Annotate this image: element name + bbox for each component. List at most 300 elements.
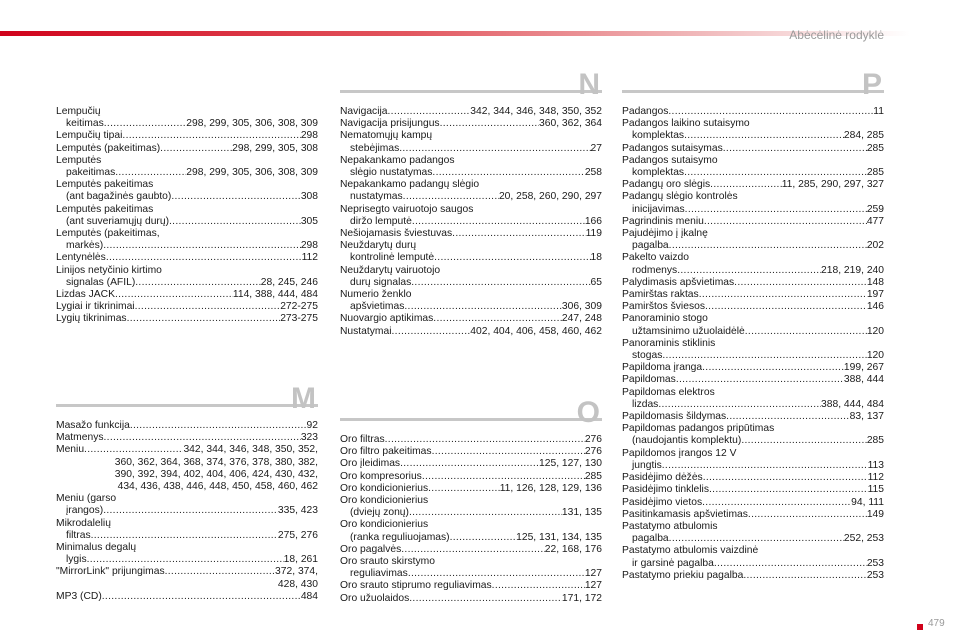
index-line	[56, 420, 318, 432]
page-refs: 92	[306, 420, 318, 431]
dot-leader	[662, 350, 866, 362]
page-refs: 120	[866, 350, 884, 362]
index-line	[56, 518, 318, 530]
page-refs: 360, 362, 364	[539, 118, 602, 130]
entry-term: Oro filtras	[340, 434, 385, 445]
entry-term: Papildomasis šildymas	[622, 411, 727, 423]
index-entry	[622, 521, 884, 545]
index-line	[340, 265, 602, 277]
index-entry	[56, 542, 318, 566]
entry-term: Nematomųjų kampų	[340, 130, 433, 142]
index-line	[340, 167, 602, 179]
dot-leader	[450, 532, 517, 544]
entry-term: rodmenys	[632, 264, 678, 276]
entry-term: Masažo funkcija	[56, 420, 130, 431]
index-line	[340, 471, 602, 483]
index-line	[340, 204, 602, 216]
entry-term: Navigacija prisijungus	[340, 118, 440, 130]
index-entry	[622, 362, 884, 374]
section-letter: M	[291, 382, 316, 415]
index-entry	[56, 179, 318, 203]
page-refs: 273-275	[280, 313, 318, 325]
entry-term: MP3 (CD)	[56, 590, 102, 602]
page-refs: 298, 299, 305, 306, 308, 309	[186, 118, 318, 130]
index-entry	[622, 387, 884, 411]
index-line	[622, 374, 884, 386]
index-entry	[622, 374, 884, 386]
page-refs: 323	[300, 432, 318, 444]
index-line	[340, 155, 602, 167]
index-line	[340, 252, 602, 264]
page-refs: 258	[584, 167, 602, 179]
index-line	[56, 216, 318, 228]
entry-term: Panoraminio stogo	[622, 313, 708, 325]
index-entry	[340, 265, 602, 289]
dot-leader	[704, 216, 867, 228]
index-entry	[56, 566, 318, 590]
section-rule	[622, 90, 884, 93]
dot-leader	[104, 432, 301, 444]
index-line	[56, 106, 318, 118]
dot-leader	[743, 570, 866, 582]
entry-term: Lemputės	[56, 154, 102, 166]
page-refs: 149	[866, 508, 884, 520]
entry-term: Minimalus degalų	[56, 542, 137, 554]
index-line	[622, 448, 884, 460]
index-entry	[340, 106, 602, 118]
index-line	[622, 509, 884, 521]
entry-term: Lemputės pakeitimas	[56, 179, 154, 191]
index-line	[56, 469, 318, 481]
dot-leader	[703, 472, 868, 484]
index-line	[340, 240, 602, 252]
index-line	[340, 313, 602, 325]
index-line	[622, 204, 884, 216]
page-refs: 218, 219, 240	[821, 264, 884, 276]
index-entry	[340, 204, 602, 228]
index-line	[56, 493, 318, 505]
dot-leader	[102, 591, 301, 603]
entry-term: Palydimasis apšvietimas	[622, 276, 735, 288]
index-column-p	[622, 106, 884, 582]
page-refs: 166	[584, 215, 602, 227]
page-refs: 275, 276	[277, 529, 318, 541]
page-refs: 113	[867, 459, 884, 471]
dot-leader	[392, 326, 471, 338]
page-refs: 305	[300, 215, 318, 227]
dot-leader	[741, 435, 866, 447]
page-refs: 18	[590, 252, 602, 264]
page-refs: 308	[300, 191, 318, 203]
entry-term: Panoraminis stiklinis	[622, 337, 716, 349]
dot-leader	[699, 289, 867, 301]
entry-term: Oro kondicionierius	[340, 495, 429, 507]
page-refs: 272-275	[280, 301, 318, 313]
index-entry	[56, 289, 318, 301]
page-refs: 259	[866, 203, 884, 215]
index-line	[340, 143, 602, 155]
dot-leader	[171, 191, 300, 203]
index-column-l	[56, 106, 318, 326]
entry-term: Padangų oro slėgis	[622, 179, 711, 191]
index-line	[622, 558, 884, 570]
index-line	[622, 362, 884, 374]
dot-leader	[709, 484, 868, 496]
dot-leader	[669, 240, 867, 252]
entry-term: Oro kompresorius	[340, 470, 422, 482]
page-refs: 131, 135	[561, 507, 602, 519]
entry-term: Pasidėjimo vietos	[622, 496, 703, 508]
page-refs: 112	[867, 472, 884, 484]
dot-leader	[401, 544, 544, 556]
index-line	[56, 313, 318, 325]
page-refs: 285	[584, 470, 602, 482]
page-refs: 388, 444, 484	[821, 398, 884, 410]
dot-leader	[748, 509, 867, 521]
index-line	[56, 505, 318, 517]
entry-term: Pamirštas raktas	[622, 289, 699, 301]
index-entry	[340, 519, 602, 543]
dot-leader	[160, 143, 232, 155]
index-line	[622, 143, 884, 155]
entry-term: Padangos laikino sutaisymo	[622, 118, 750, 130]
page-refs: 18, 261	[283, 554, 318, 566]
index-entry	[622, 228, 884, 252]
index-line	[56, 554, 318, 566]
index-line	[622, 191, 884, 203]
index-line	[622, 350, 884, 362]
entry-term: Padangos sutaisymo	[622, 154, 718, 166]
page-refs: 285	[866, 435, 884, 447]
page-refs: 83, 137	[849, 411, 884, 423]
entry-term: Nepakankamo padangų slėgio	[340, 179, 480, 191]
entry-term: Matmenys	[56, 432, 104, 444]
index-entry	[622, 570, 884, 582]
index-entry	[340, 483, 602, 495]
entry-term: Pamirštos šviesos	[622, 301, 705, 313]
entry-term: reguliavimas	[350, 568, 408, 580]
dot-leader	[115, 289, 233, 301]
index-line	[340, 179, 602, 191]
index-line	[340, 458, 602, 470]
page-refs: 253	[866, 557, 884, 569]
page-refs: 428, 430	[277, 578, 318, 590]
entry-term: Neuždarytų vairuotojo	[340, 264, 441, 276]
entry-term: komplektas	[632, 130, 685, 142]
index-line	[340, 532, 602, 544]
entry-term: Navigacija	[340, 106, 388, 117]
page-refs: 199, 267	[843, 362, 884, 374]
index-line	[622, 106, 884, 118]
index-line	[340, 544, 602, 556]
entry-term: Meniu (garso	[56, 493, 117, 505]
dot-leader	[702, 362, 844, 374]
section-letter: P	[861, 68, 882, 101]
index-entry	[56, 143, 318, 155]
index-line	[340, 483, 602, 495]
index-line	[622, 313, 884, 325]
index-line	[56, 444, 318, 456]
index-line	[340, 130, 602, 142]
entry-term: ir garsinė pagalba	[632, 557, 714, 569]
section-header-n	[340, 64, 602, 102]
entry-term: lizdas	[632, 398, 659, 410]
index-line	[56, 591, 318, 603]
page-refs: 11, 126, 128, 129, 136	[499, 482, 602, 494]
entry-term: Oro srauto skirstymo	[340, 556, 435, 568]
page-refs: 390, 392, 394, 402, 404, 406, 424, 430, 432,	[114, 468, 318, 480]
index-line	[622, 265, 884, 277]
entry-term: pakeitimas	[66, 167, 116, 179]
entry-term: (naudojantis komplektu)	[632, 435, 742, 447]
index-entry	[340, 471, 602, 483]
dot-leader	[668, 106, 873, 118]
page-refs: 11	[873, 106, 884, 117]
page-refs: 298, 299, 305, 308	[232, 142, 318, 154]
entry-term: Pastatymo priekiu pagalba	[622, 569, 744, 581]
entry-term: (ant bagažinės gaubto)	[66, 191, 172, 203]
entry-term: (dviejų zonų)	[350, 507, 409, 519]
index-entry	[622, 289, 884, 301]
entry-term: Pakelto vaizdo	[622, 252, 689, 264]
dot-leader	[409, 507, 562, 519]
index-line	[56, 155, 318, 167]
index-line	[56, 277, 318, 289]
index-line	[622, 545, 884, 557]
index-line	[622, 521, 884, 533]
dot-leader	[135, 301, 281, 313]
index-entry	[622, 191, 884, 215]
section-rule	[340, 418, 602, 421]
index-line	[622, 155, 884, 167]
index-column-o	[340, 434, 602, 605]
section-letter: N	[578, 68, 600, 101]
dot-leader	[122, 130, 300, 142]
index-entry	[622, 252, 884, 276]
index-entry	[340, 228, 602, 240]
entry-term: Pagrindinis meniu	[622, 215, 704, 227]
dot-leader	[452, 228, 585, 240]
entry-term: Lemputės pakeitimas	[56, 203, 154, 215]
index-line	[56, 289, 318, 301]
index-line	[56, 265, 318, 277]
index-line	[340, 301, 602, 313]
index-entry	[622, 277, 884, 289]
index-line	[340, 519, 602, 531]
index-entry	[56, 130, 318, 142]
entry-term: Papildoma įranga	[622, 362, 703, 374]
page-refs: 27	[590, 142, 602, 154]
index-line	[56, 143, 318, 155]
page-refs: 119	[585, 228, 602, 240]
entry-term: (ant suveriamųjų durų)	[66, 215, 170, 227]
dot-leader	[658, 399, 821, 411]
page-refs: 197	[866, 289, 884, 301]
section-header-o	[340, 392, 602, 430]
dot-leader	[388, 106, 471, 118]
page-refs: 335, 423	[277, 505, 318, 517]
dot-leader	[702, 497, 851, 509]
index-line	[56, 240, 318, 252]
section-header-m	[56, 378, 318, 416]
dot-leader	[103, 240, 301, 252]
index-line	[622, 533, 884, 545]
index-line	[56, 130, 318, 142]
entry-term: Papildomas padangos pripūtimas	[622, 423, 775, 435]
index-entry	[56, 228, 318, 252]
index-line	[340, 568, 602, 580]
index-line	[340, 556, 602, 568]
entry-term: Padangos	[622, 106, 669, 117]
dot-leader	[677, 265, 821, 277]
entry-term: inicijavimas	[632, 203, 685, 215]
page-refs: 28, 245, 246	[260, 276, 318, 288]
entry-term: signalas (AFIL)	[66, 276, 136, 288]
entry-term: Pasidėjimo dėžės	[622, 472, 703, 484]
entry-term: pagalba	[632, 533, 669, 545]
entry-term: "MirrorLink" prijungimas	[56, 566, 165, 578]
entry-term: Papildomas elektros	[622, 386, 715, 398]
dot-leader	[399, 143, 590, 155]
entry-term: Lemputės (pakeitimas)	[56, 142, 161, 154]
index-entry	[56, 432, 318, 444]
dot-leader	[400, 458, 539, 470]
index-line	[622, 277, 884, 289]
entry-term: Neprisegto vairuotojo saugos	[340, 203, 474, 215]
index-entry	[56, 301, 318, 313]
index-entry	[56, 265, 318, 289]
index-line	[622, 399, 884, 411]
index-entry	[622, 155, 884, 179]
index-entry	[56, 155, 318, 179]
entry-term: stogas	[632, 350, 663, 362]
index-entry	[56, 204, 318, 228]
index-entry	[340, 179, 602, 203]
index-line	[340, 593, 602, 605]
index-entry	[56, 493, 318, 517]
dot-leader	[385, 434, 585, 446]
index-entry	[622, 106, 884, 118]
entry-term: įrangos)	[66, 505, 104, 517]
dot-leader	[723, 143, 867, 155]
index-line	[340, 277, 602, 289]
index-line	[622, 460, 884, 472]
index-line	[622, 484, 884, 496]
page-marker	[917, 624, 923, 630]
dot-leader	[434, 252, 590, 264]
dot-leader	[662, 460, 868, 472]
entry-term: Pajudėjimo į įkalnę	[622, 228, 708, 240]
index-line	[340, 446, 602, 458]
entry-term: Lizdas JACK	[56, 289, 115, 301]
index-entry	[56, 252, 318, 264]
index-entry	[340, 118, 602, 130]
index-line	[340, 326, 602, 338]
entry-term: Meniu	[56, 444, 85, 456]
page-refs: 115	[867, 484, 884, 496]
page-refs: 22, 168, 176	[544, 543, 602, 555]
entry-term: markės)	[66, 240, 104, 252]
entry-term: Pastatymo atbulomis vaizdinė	[622, 545, 759, 557]
entry-term: Oro užuolaidos	[340, 592, 410, 604]
index-line	[622, 301, 884, 313]
index-entry	[340, 446, 602, 458]
index-line	[622, 179, 884, 191]
entry-term: Nepakankamo padangos	[340, 154, 455, 166]
entry-term: Oro pagalvės	[340, 543, 402, 555]
header-accent-bar	[0, 31, 910, 36]
index-entry	[340, 155, 602, 179]
index-entry	[56, 518, 318, 542]
dot-leader	[130, 420, 307, 432]
dot-leader	[676, 374, 844, 386]
page-refs: 298	[300, 130, 318, 142]
index-line	[622, 240, 884, 252]
page-refs: 125, 127, 130	[539, 458, 602, 470]
index-entry	[622, 448, 884, 472]
index-line	[56, 228, 318, 240]
index-entry	[622, 216, 884, 228]
entry-term: Oro filtro pakeitimas	[340, 446, 432, 458]
index-entry	[56, 420, 318, 432]
page-refs: 298, 299, 305, 306, 308, 309	[186, 167, 318, 179]
page-refs: 342, 344, 346, 348, 350, 352,	[183, 444, 318, 456]
index-line	[622, 216, 884, 228]
entry-term: Nuovargio aptikimas	[340, 313, 434, 325]
index-entry	[340, 240, 602, 264]
index-entry	[622, 545, 884, 569]
index-entry	[622, 338, 884, 362]
page-refs: 253	[866, 569, 884, 581]
page-refs: 402, 404, 406, 458, 460, 462	[470, 325, 602, 337]
page-refs: 171, 172	[561, 592, 602, 604]
index-entry	[622, 411, 884, 423]
index-entry	[622, 118, 884, 142]
dot-leader	[440, 118, 539, 130]
index-line	[56, 457, 318, 469]
entry-term: Padangų slėgio kontrolės	[622, 191, 738, 203]
entry-term: jungtis	[632, 459, 662, 471]
index-line	[340, 507, 602, 519]
index-line	[340, 495, 602, 507]
index-column-n	[340, 106, 602, 338]
index-line	[56, 566, 318, 578]
entry-term: pagalba	[632, 240, 669, 252]
entry-term: durų signalas	[350, 276, 412, 288]
dot-leader	[432, 446, 585, 458]
dot-leader	[409, 593, 562, 605]
index-entry	[340, 458, 602, 470]
page-refs: 127	[584, 568, 602, 580]
section-rule	[340, 90, 602, 93]
index-line	[622, 497, 884, 509]
index-line	[56, 167, 318, 179]
index-entry	[56, 444, 318, 493]
index-line	[56, 301, 318, 313]
dot-leader	[84, 444, 183, 456]
index-line	[56, 432, 318, 444]
index-line	[56, 118, 318, 130]
entry-term: Pasidėjimo tinklelis	[622, 484, 709, 496]
dot-leader	[91, 530, 278, 542]
page-refs: 388, 444	[843, 374, 884, 386]
page-refs: 298	[300, 240, 318, 252]
page-refs: 484	[300, 590, 318, 602]
entry-term: Oro įleidimas	[340, 458, 401, 470]
index-entry	[340, 556, 602, 580]
entry-term: apšvietimas	[350, 301, 405, 313]
page-refs: 284, 285	[843, 130, 884, 142]
